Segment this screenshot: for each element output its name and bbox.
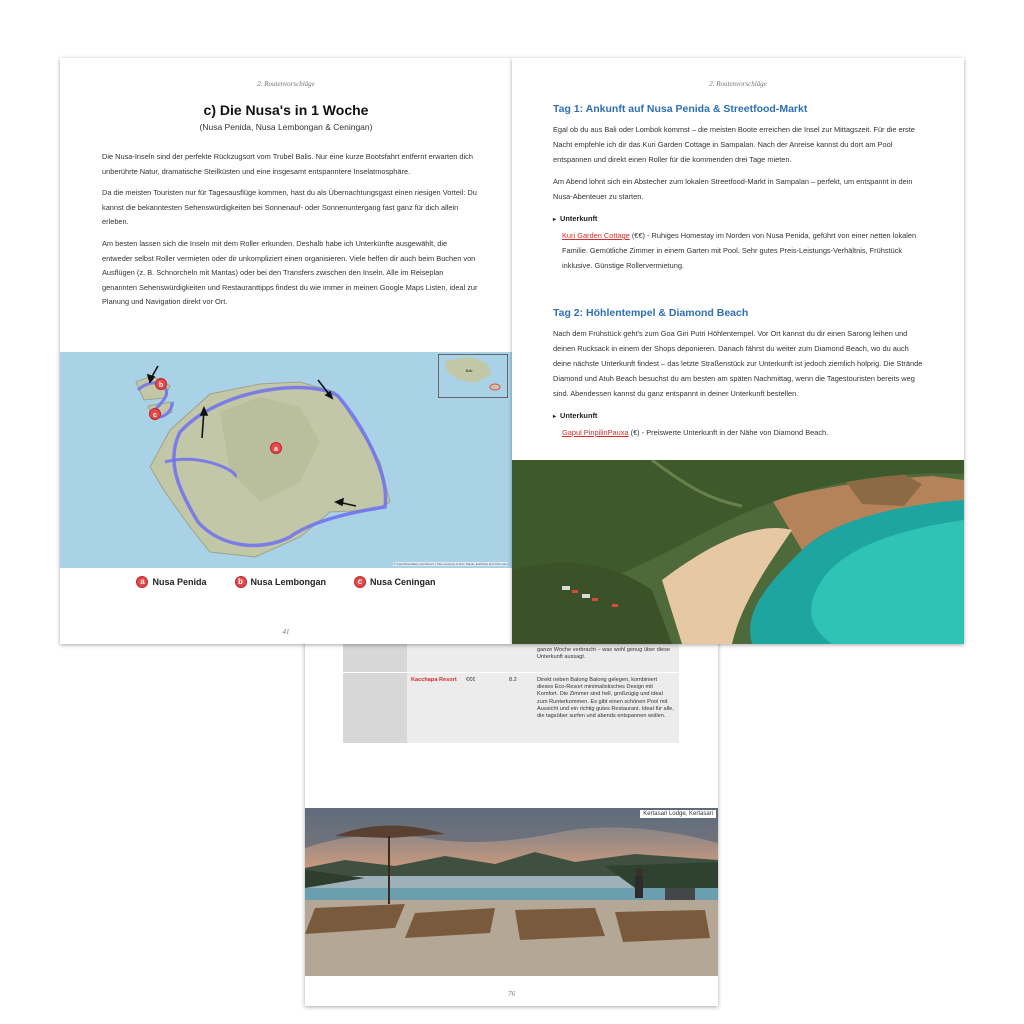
route-map <box>60 352 512 568</box>
table-cell-description: ganze Woche verbracht – was wohl genug über diese Unterkunft aussagt. <box>532 638 679 672</box>
page-right <box>512 58 964 644</box>
legend-item <box>235 576 327 588</box>
running-head: 2. Routenvorschläge <box>709 80 767 88</box>
map-credit: © OpenStreetMap contributors | Tiles courtesy of Esri, Maxar, Earthstar and GIS users <box>393 562 508 566</box>
legend-item <box>136 576 206 588</box>
day2-heading: Tag 2: Höhlentempel & Diamond Beach <box>553 307 749 319</box>
paragraph: Egal ob du aus Bali oder Lombok kommst – die meisten Boote erreichen die Insel zur Mittagszeit. Für die erste Nacht empfehle ich dir das Kuri Garden Cottage in Sampalan. Nach der Anreise kannst du dort am Pool entspannen und direkt einen Roller für die kommenden drei Tage mieten. <box>553 125 915 164</box>
running-head: 2. Routenvorschläge <box>257 80 315 88</box>
legend-item <box>354 576 436 588</box>
table-cell-rating: 8.2 <box>507 673 532 743</box>
resort-name-link[interactable]: Kacchapa Resort <box>411 677 457 683</box>
map-legend <box>60 576 512 588</box>
legend-label: Nusa Penida <box>152 577 207 587</box>
photo-caption: Kertasari Lodge, Kertasari <box>640 810 716 818</box>
accommodation-description: (€€) - Ruhiges Homestay im Norden von Nusa Penida, geführt von einer netten lokalen Familie. Gemütliche Zimmer in einem Garten mit Pool. Sehr gutes Preis-Leistungs-Verhältnis, Frühstück inklusive. Günstige Rollervermietung. <box>562 231 917 270</box>
page-bottom <box>305 638 718 1006</box>
paragraph: Da die meisten Touristen nur für Tagesausflüge kommen, hast du als Übernachtungsgast einen riesigen Vorteil: Du kannst die bekanntesten Sehenswürdigkeiten bei Sonnenauf- oder Sonnenuntergang fast ganz für dich allein erleben. <box>102 188 477 227</box>
legend-badge: b <box>235 576 247 588</box>
beach-photo <box>512 460 964 644</box>
accommodation-table <box>343 638 679 744</box>
legend-badge: c <box>354 576 366 588</box>
day2-text <box>553 326 925 440</box>
marker-c: c <box>153 412 157 419</box>
page-left <box>60 58 512 644</box>
unterkunft-heading: ▸ Unterkunft <box>553 211 925 228</box>
paragraph: Am besten lassen sich die Inseln mit dem Roller erkunden. Deshalb habe ich Unterkünfte ausgewählt, die entweder selbst Roller vermieten oder dir unkompliziert einen organisieren. Viele helfen dir auch beim Buchen von Ausflügen (z. B. Schnorcheln mit Mantas) oder bei den Transfers zwischen den Inseln. Alle im Reiseplan genannten Sehenswürdigkeiten und Restauranttipps findest du wie immer in meinen Google Maps Listen, ideal zur Planung und Navigation direkt vor Ort. <box>102 238 478 307</box>
page-number: 76 <box>508 990 515 998</box>
page-number: 41 <box>282 628 290 636</box>
unterkunft-entry <box>553 228 925 273</box>
map-inset <box>438 354 508 398</box>
unterkunft-entry <box>553 425 925 440</box>
accommodation-description: (€) - Preiswerte Unterkunft in der Nähe von Diamond Beach. <box>628 428 829 437</box>
page-title: c) Die Nusa's in 1 Woche <box>203 102 369 118</box>
resort-photo-graphic <box>305 808 718 976</box>
table-cell-price: €€€ <box>463 673 507 743</box>
accommodation-link[interactable]: Kuri Garden Cottage <box>562 231 630 240</box>
inset-label: Bali <box>465 368 473 373</box>
unterkunft-heading: ▸ Unterkunft <box>553 408 925 425</box>
table-row <box>343 673 679 743</box>
marker-a: a <box>274 446 278 453</box>
marker-b: b <box>158 382 164 389</box>
page-subtitle: (Nusa Penida, Nusa Lembongan & Ceningan) <box>199 122 373 132</box>
legend-label: Nusa Ceningan <box>370 577 436 587</box>
paragraph: Nach dem Frühstück geht's zum Goa Giri Putri Höhlentempel. Vor Ort kannst du dir einen Sarong leihen und deinen Rucksack in einem der Shops deponieren. Danach fährst du weiter zum Diamond Beach, wo du auch deine nächste Unterkunft findest – das letzte Straßenstück zur Unterkunft ist jedoch ziemlich holprig. Die Strände Diamond und Atuh Beach besuchst du am besten am späten Nachmittag, wenn die Tagestouristen bereits weg sind. Abendessen kannst du ganz entspannt in deiner Unterkunft bestellen. <box>553 329 923 398</box>
paragraph: Am Abend lohnt sich ein Abstecher zum lokalen Streetfood-Markt in Sampalan – perfekt, um entspannt in dein Nusa-Abenteuer zu starten. <box>553 177 913 201</box>
resort-photo <box>305 808 718 976</box>
day1-heading: Tag 1: Ankunft auf Nusa Penida & Streetfood-Markt <box>553 103 808 115</box>
day1-text <box>553 122 925 273</box>
table-cell-description: Direkt neben Balong Balong gelegen, kombiniert dieses Eco-Resort minimalistisches Design mit Komfort. Die Zimmer sind hell, großzügig und ideal zum Runterkommen. Es gibt einen schönen Pool mit Aussicht und ein richtig gutes Restaurant. Ideal für alle, die tagsüber surfen und abends entspannen wollen. <box>532 673 679 743</box>
beach-photo-graphic <box>512 460 964 644</box>
intro-text <box>102 150 478 317</box>
paragraph: Die Nusa-Inseln sind der perfekte Rückzugsort vom Trubel Balis. Nur eine kurze Bootsfahrt entfernt erwarten dich unberührte Natur, dramatische Steilküsten und eine insgesamt entspanntere Inselatmosphäre. <box>102 152 473 176</box>
legend-label: Nusa Lembongan <box>250 577 327 587</box>
legend-badge: a <box>136 576 148 588</box>
accommodation-link[interactable]: Gapul PinpilinPauxa <box>562 428 629 437</box>
